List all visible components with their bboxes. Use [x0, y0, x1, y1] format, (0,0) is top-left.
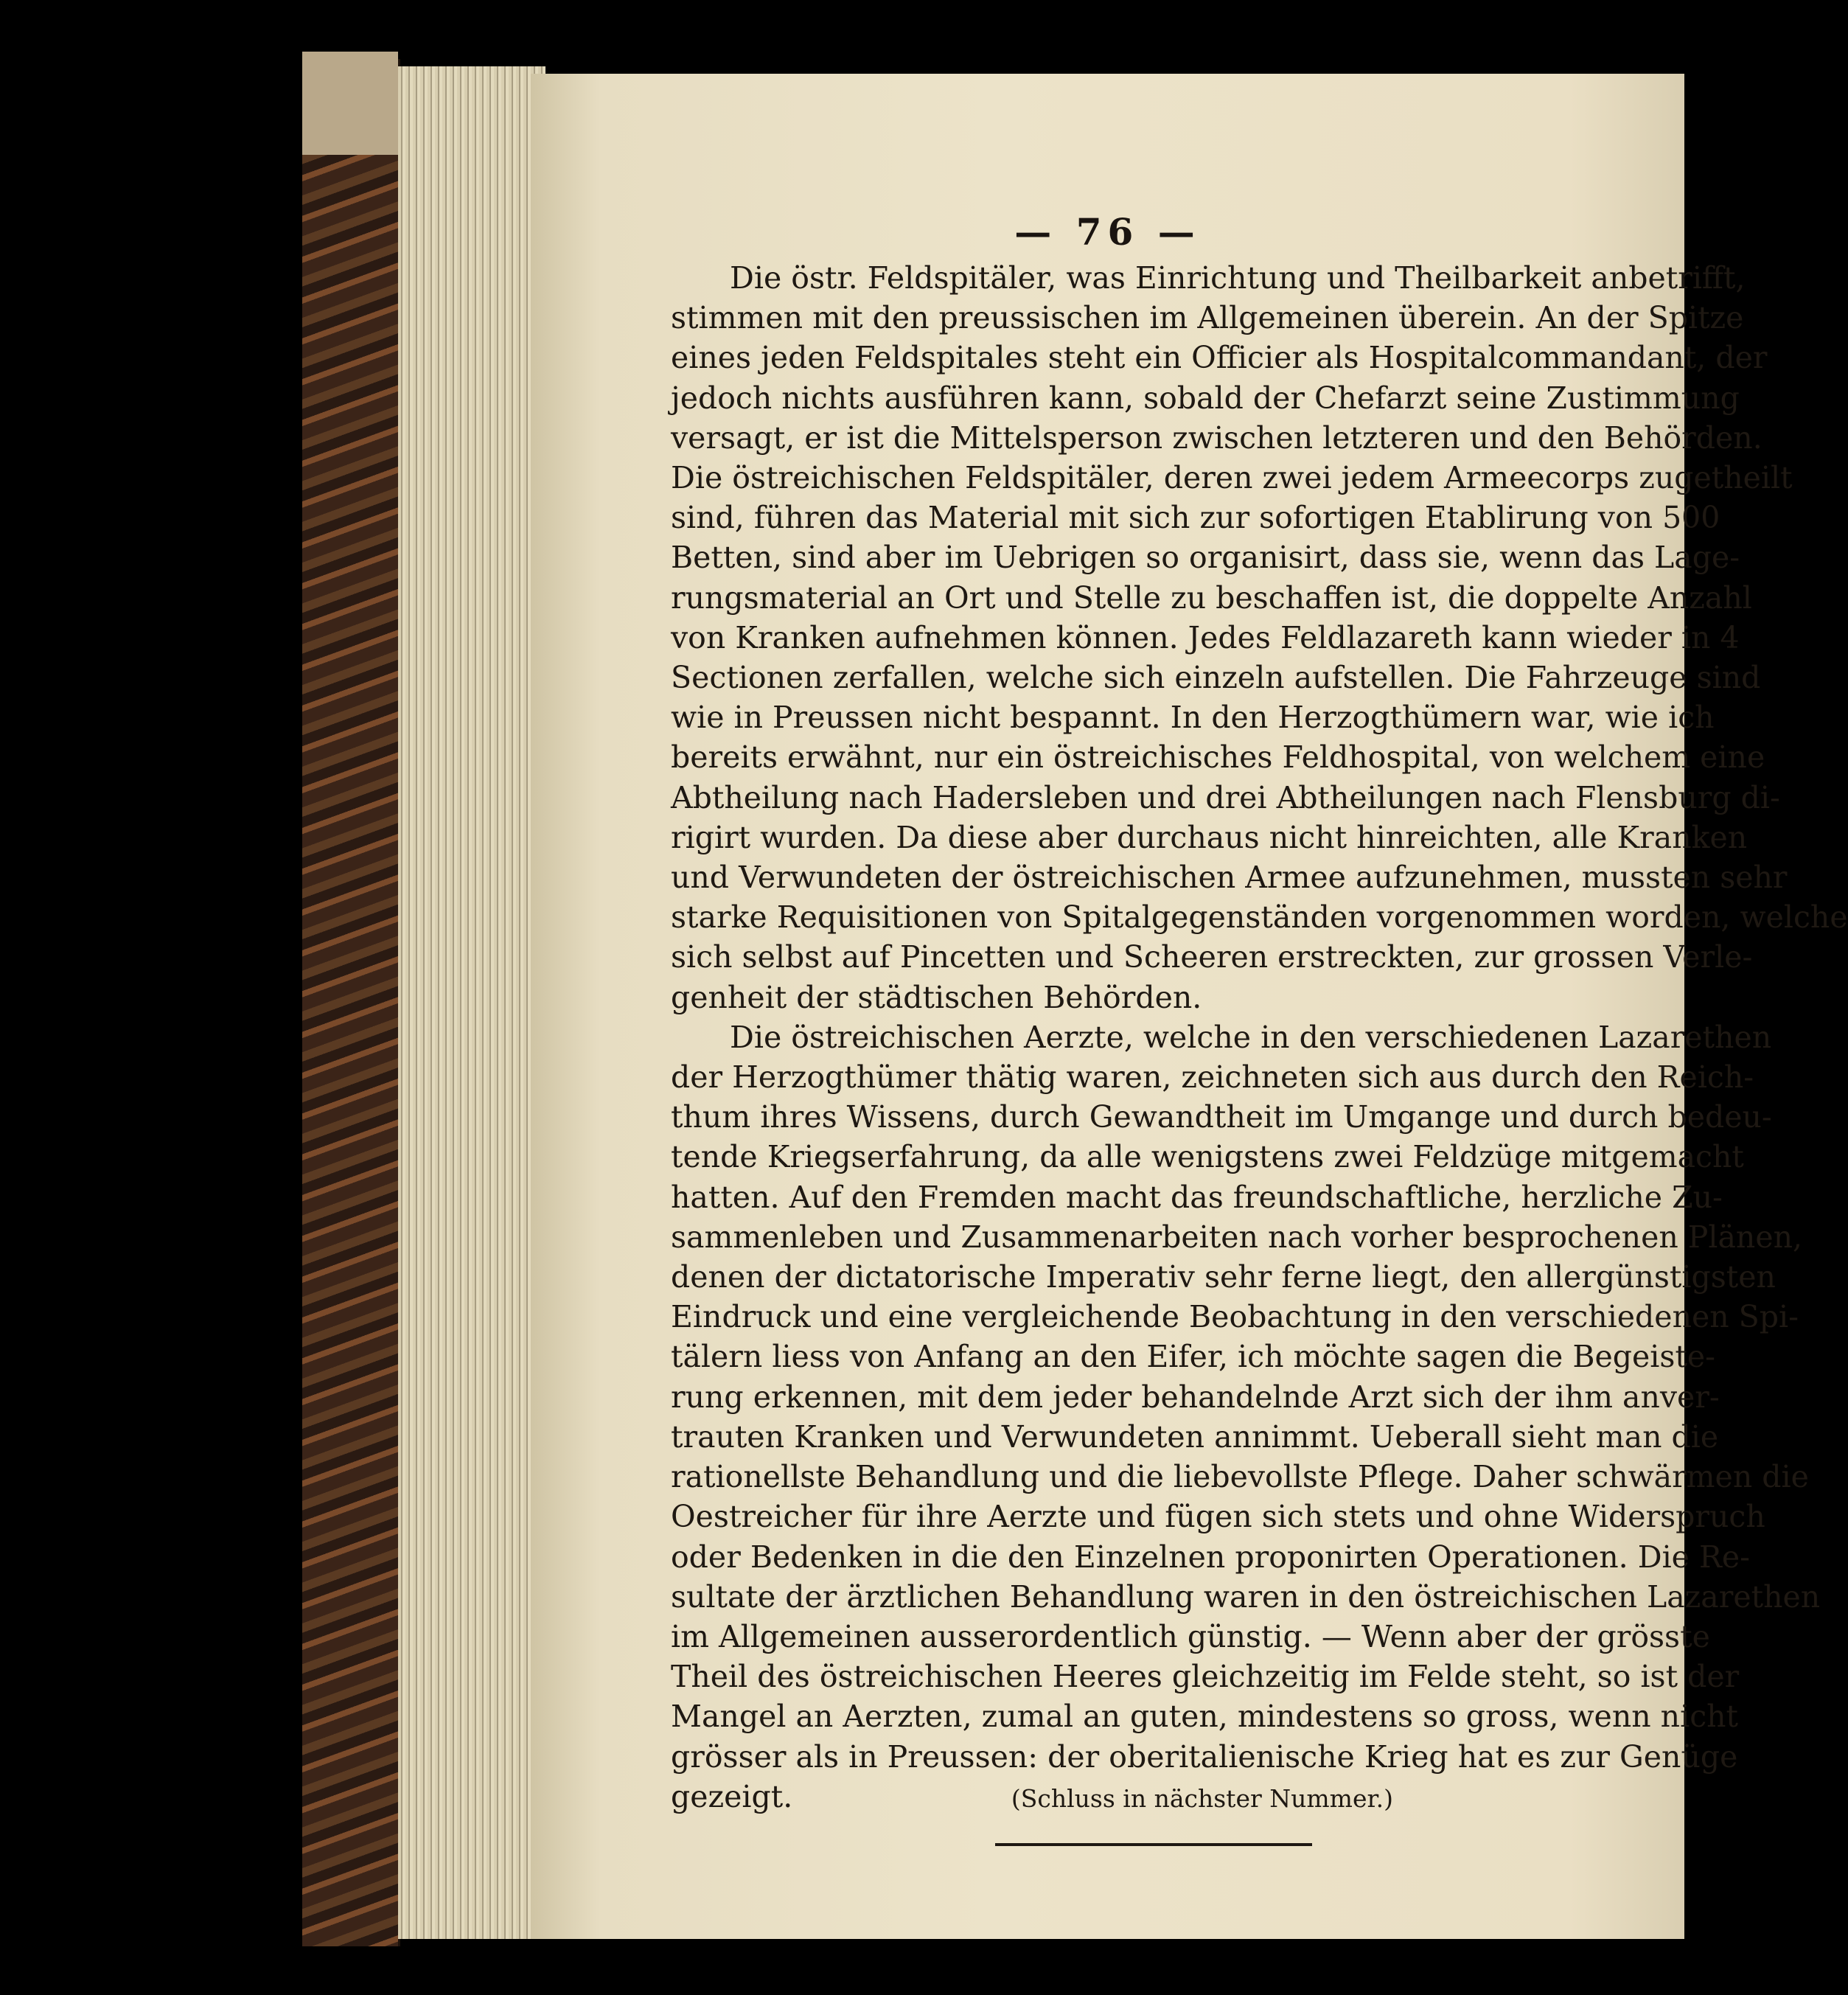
- text-line: Die östreichischen Feldspitäler, deren zwei jedem Armeecorps zugetheilt: [671, 460, 1793, 496]
- text-line: Betten, sind aber im Uebrigen so organisirt, dass sie, wenn das Lage-: [671, 540, 1740, 576]
- text-line: von Kranken aufnehmen können. Jedes Feldlazareth kann wieder in 4: [671, 619, 1740, 655]
- text-line: hatten. Auf den Fremden macht das freundschaftliche, herzliche Zu-: [671, 1179, 1723, 1215]
- body-text: [671, 258, 1848, 1819]
- text-line: Theil des östreichischen Heeres gleichzeitig im Felde steht, so ist der: [671, 1659, 1740, 1695]
- text-line: sind, führen das Material mit sich zur sofortigen Etablirung von 500: [671, 500, 1720, 536]
- text-line: genheit der städtischen Behörden.: [671, 979, 1202, 1015]
- text-line: rung erkennen, mit dem jeder behandelnde Arzt sich der ihm anver-: [671, 1379, 1720, 1415]
- paragraph-2: [671, 1017, 1821, 1777]
- continuation-note: (Schluss in nächster Nummer.): [1011, 1783, 1393, 1813]
- text-line: sultate der ärztlichen Behandlung waren in den östreichischen Lazarethen: [671, 1578, 1821, 1615]
- text-line: sich selbst auf Pincetten und Scheeren erstreckten, zur grossen Verle-: [671, 939, 1753, 975]
- text-line: der Herzogthümer thätig waren, zeichneten sich aus durch den Reich-: [671, 1059, 1754, 1096]
- closing-line: [671, 1777, 1636, 1819]
- text-line: eines jeden Feldspitales steht ein Officier als Hospitalcommandant, der: [671, 340, 1768, 376]
- page-number: — 76 —: [1014, 210, 1201, 254]
- book-page: [531, 74, 1848, 1939]
- closing-word: gezeigt.: [671, 1778, 793, 1814]
- text-line: rigirt wurden. Da diese aber durchaus nicht hinreichten, alle Kranken: [671, 819, 1748, 855]
- cover-corner: [302, 52, 398, 155]
- text-line: und Verwundeten der östreichischen Armee aufzunehmen, mussten sehr: [671, 860, 1788, 896]
- text-line: thum ihres Wissens, durch Gewandtheit im Umgange und durch bedeu-: [671, 1099, 1772, 1135]
- text-line: Eindruck und eine vergleichende Beobachtung in den verschiedenen Spi-: [671, 1299, 1799, 1335]
- text-line: rungsmaterial an Ort und Stelle zu beschaffen ist, die doppelte Anzahl: [671, 579, 1752, 616]
- text-line: sammenleben und Zusammenarbeiten nach vorher besprochenen Plänen,: [671, 1219, 1803, 1255]
- page-edges: [398, 66, 545, 1939]
- book: [302, 52, 1848, 1954]
- text-line: wie in Preussen nicht bespannt. In den Herzogthümern war, wie ich: [671, 700, 1715, 736]
- text-line: tende Kriegserfahrung, da alle wenigstens zwei Feldzüge mitgemacht: [671, 1139, 1744, 1175]
- paragraph-1: [671, 258, 1848, 1017]
- marbled-cover: [302, 59, 400, 1946]
- text-line: bereits erwähnt, nur ein östreichisches Feldhospital, von welchem eine: [671, 739, 1765, 776]
- text-line: Oestreicher für ihre Aerzte und fügen sich stets und ohne Widerspruch: [671, 1499, 1765, 1535]
- text-line: jedoch nichts ausführen kann, sobald der Chefarzt seine Zustimmung: [671, 380, 1740, 416]
- text-line: oder Bedenken in die den Einzelnen proponirten Operationen. Die Re-: [671, 1539, 1750, 1575]
- end-rule: [995, 1843, 1312, 1846]
- text-line: denen der dictatorische Imperativ sehr ferne liegt, den allergünstigsten: [671, 1259, 1776, 1295]
- text-line: grösser als in Preussen: der oberitalienische Krieg hat es zur Genüge: [671, 1738, 1738, 1775]
- text-line: starke Requisitionen von Spitalgegenständen vorgenommen worden, welche: [671, 899, 1848, 936]
- text-line: Sectionen zerfallen, welche sich einzeln aufstellen. Die Fahrzeuge sind: [671, 660, 1761, 696]
- text-line: Die östreichischen Aerzte, welche in den verschiedenen Lazarethen: [730, 1019, 1772, 1055]
- text-line: trauten Kranken und Verwundeten annimmt. Ueberall sieht man die: [671, 1418, 1719, 1455]
- text-line: Mangel an Aerzten, zumal an guten, mindestens so gross, wenn nicht: [671, 1699, 1739, 1735]
- text-line: versagt, er ist die Mittelsperson zwischen letzteren und den Behörden.: [671, 419, 1762, 456]
- text-line: im Allgemeinen ausserordentlich günstig. — Wenn aber der grösste: [671, 1618, 1710, 1654]
- text-line: tälern liess von Anfang an den Eifer, ich möchte sagen die Begeiste-: [671, 1339, 1715, 1375]
- text-line: Abtheilung nach Hadersleben und drei Abtheilungen nach Flensburg di-: [671, 779, 1780, 815]
- text-line: Die östr. Feldspitäler, was Einrichtung und Theilbarkeit anbetrifft,: [730, 260, 1746, 296]
- text-line: stimmen mit den preussischen im Allgemeinen überein. An der Spitze: [671, 300, 1744, 336]
- text-line: rationellste Behandlung und die liebevollste Pflege. Daher schwärmen die: [671, 1459, 1809, 1495]
